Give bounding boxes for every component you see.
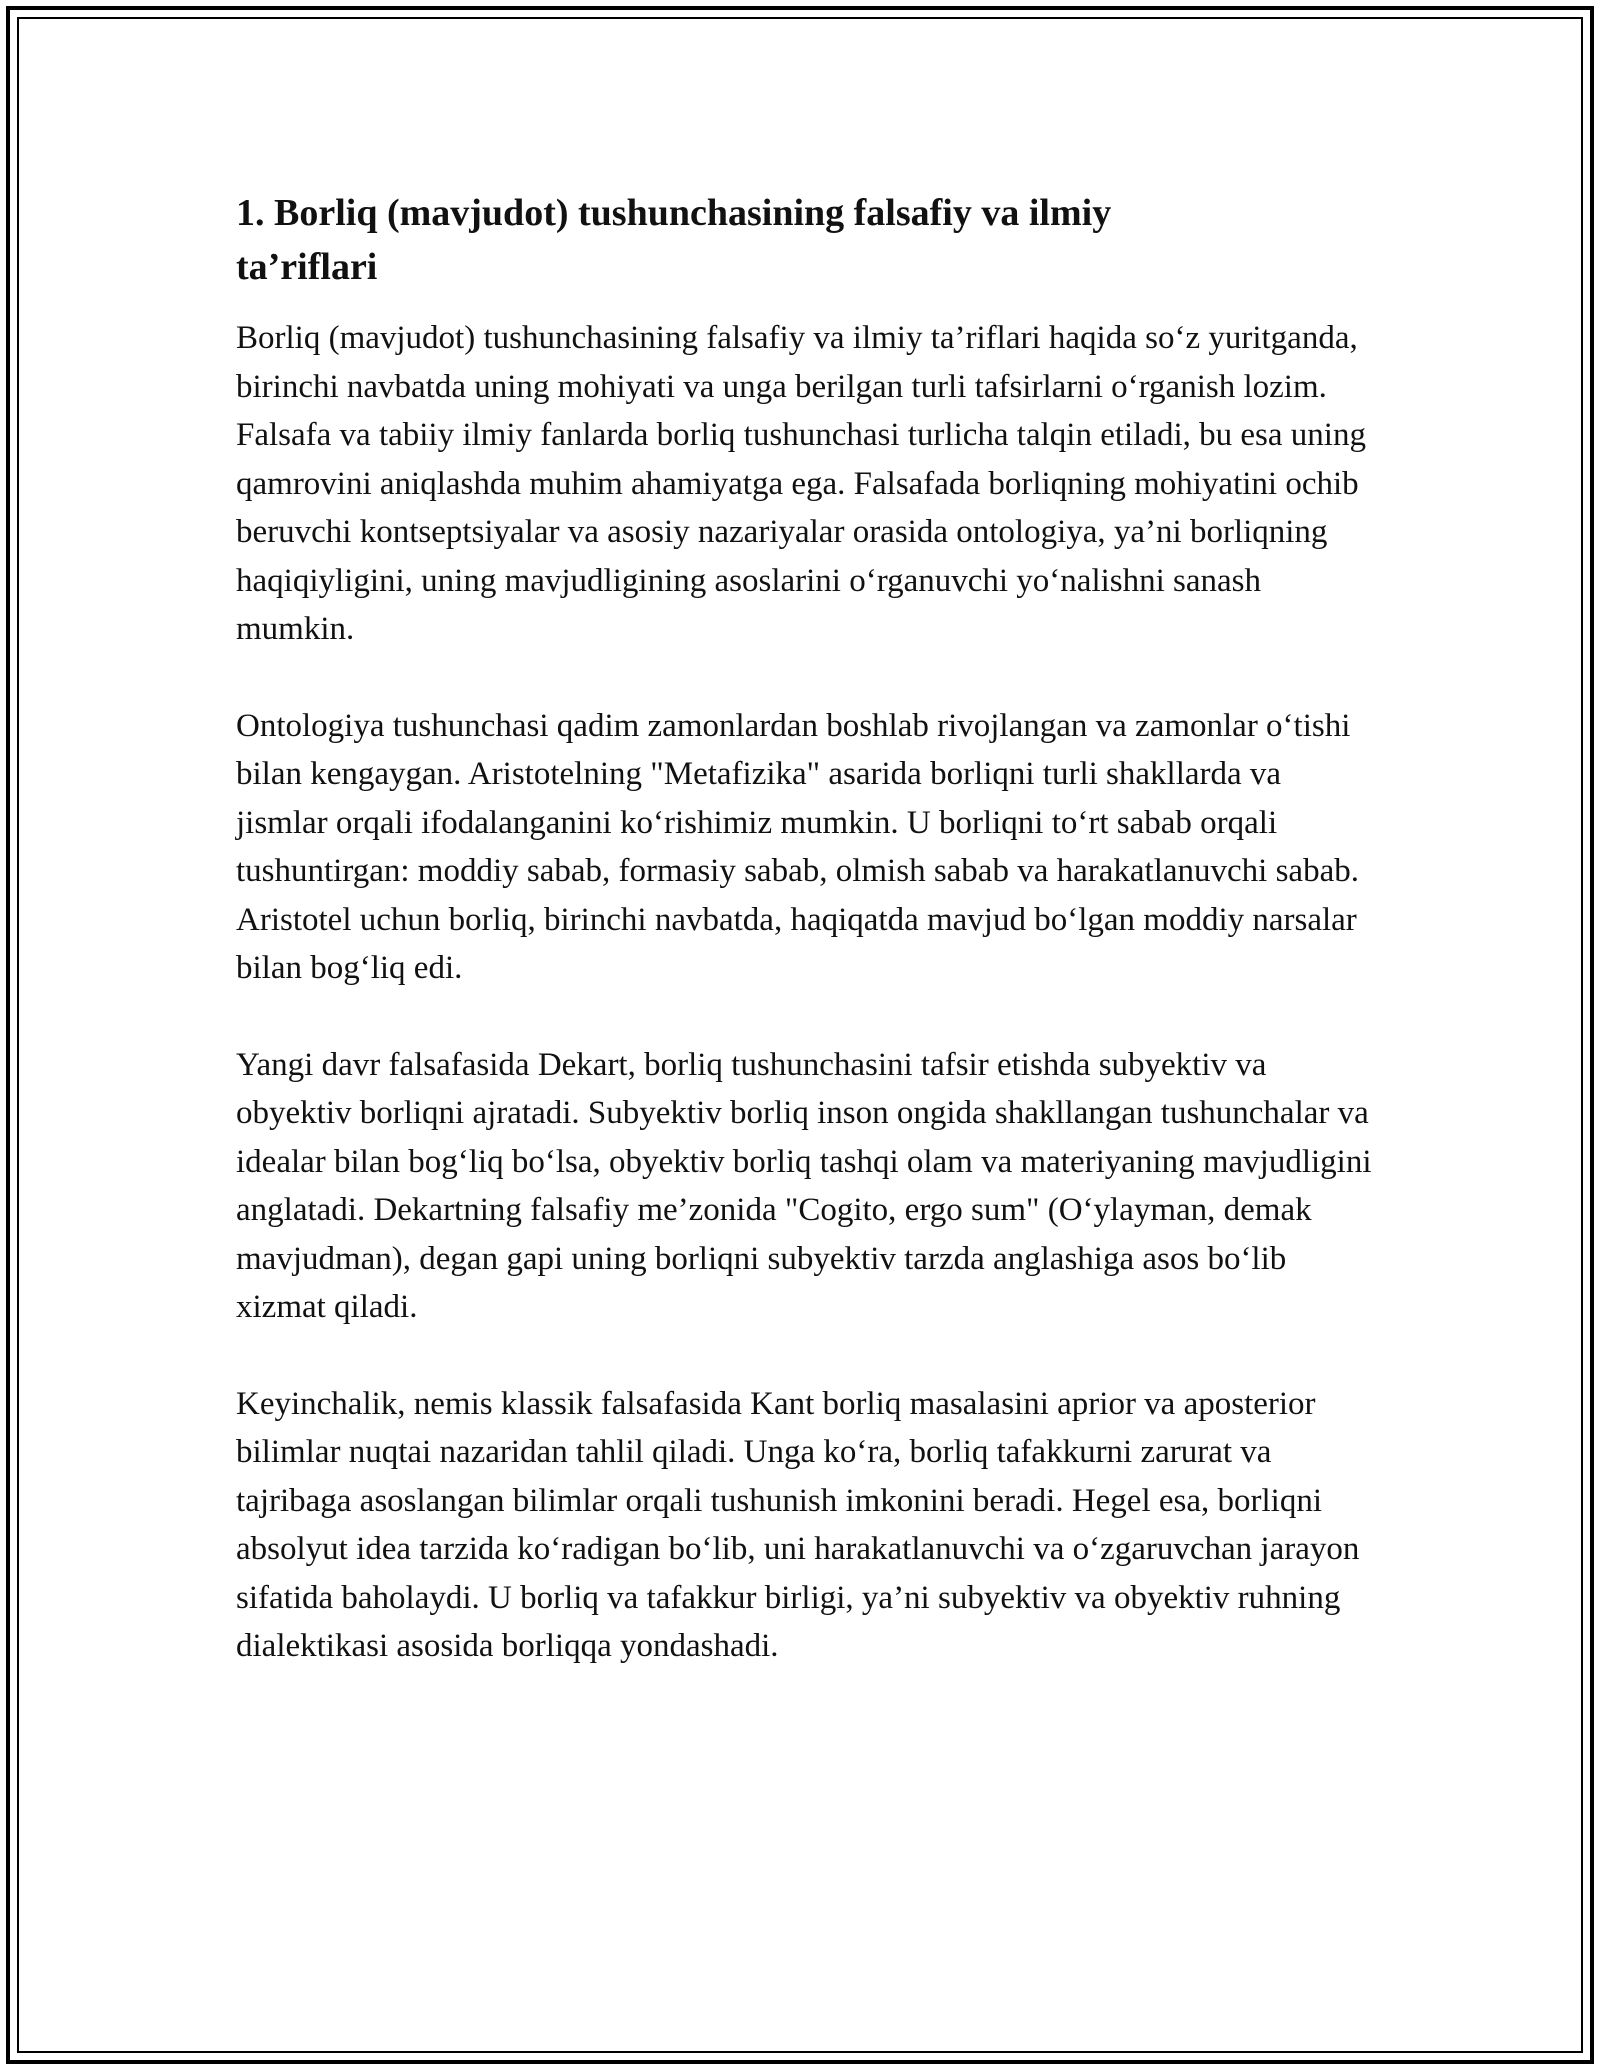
paragraph-2: Ontologiya tushunchasi qadim zamonlardan boshlab rivojlangan va zamonlar o‘tishi bilan kengaygan. Aristotelning "Metafizika" asarida borliqni turli shakllarda va jismlar orqali ifodalanganini ko‘rishimiz mumkin. U borliqni to‘rt sabab orqali tushuntirgan: moddiy sabab, formasiy sabab, olmish sabab va harakatlanuvchi sabab. Aristotel uchun borliq, birinchi navbatda, haqiqatda mavjud bo‘lgan moddiy narsalar bilan bog‘liq edi. [236,707,1359,986]
document-body [236,186,1376,1719]
paragraph-3: Yangi davr falsafasida Dekart, borliq tushunchasini tafsir etishda subyektiv va obyektiv borliqni ajratadi. Subyektiv borliq inson ongida shakllangan tushunchalar va idealar bilan bog‘liq bo‘lsa, obyektiv borliq tashqi olam va materiyaning mavjudligini anglatadi. Dekartning falsafiy me’zonida "Cogito, ergo sum" (O‘ylayman, demak mavjudman), degan gapi uning borliqni subyektiv tarzda anglashiga asos bo‘lib xizmat qiladi. [236,1046,1372,1325]
paragraph-1: Borliq (mavjudot) tushunchasining falsafiy va ilmiy ta’riflari haqida so‘z yuritganda, birinchi navbatda uning mohiyati va unga berilgan turli tafsirlarni o‘rganish lozim. Falsafa va tabiiy ilmiy fanlarda borliq tushunchasi turlicha talqin etiladi, bu esa uning qamrovini aniqlashda muhim ahamiyatga ega. Falsafada borliqning mohiyatini ochib beruvchi kontseptsiyalar va asosiy nazariyalar orasida ontologiya, ya’ni borliqning haqiqiyligini, uning mavjudligining asoslarini o‘rganuvchi yo‘nalishni sanash mumkin. [236,320,1366,647]
paragraph-4: Keyinchalik, nemis klassik falsafasida Kant borliq masalasini aprior va aposterior bilimlar nuqtai nazaridan tahlil qiladi. Unga ko‘ra, borliq tafakkurni zarurat va tajribaga asoslangan bilimlar orqali tushunish imkonini beradi. Hegel esa, borliqni absolyut idea tarzida ko‘radigan bo‘lib, uni harakatlanuvchi va o‘zgaruvchan jarayon sifatida baholaydi. U borliq va tafakkur birligi, ya’ni subyektiv va obyektiv ruhning dialektikasi asosida borliqqa yondashadi. [236,1385,1360,1664]
document-title: 1. Borliq (mavjudot) tushunchasining falsafiy va ilmiy ta’riflari [236,192,1112,288]
